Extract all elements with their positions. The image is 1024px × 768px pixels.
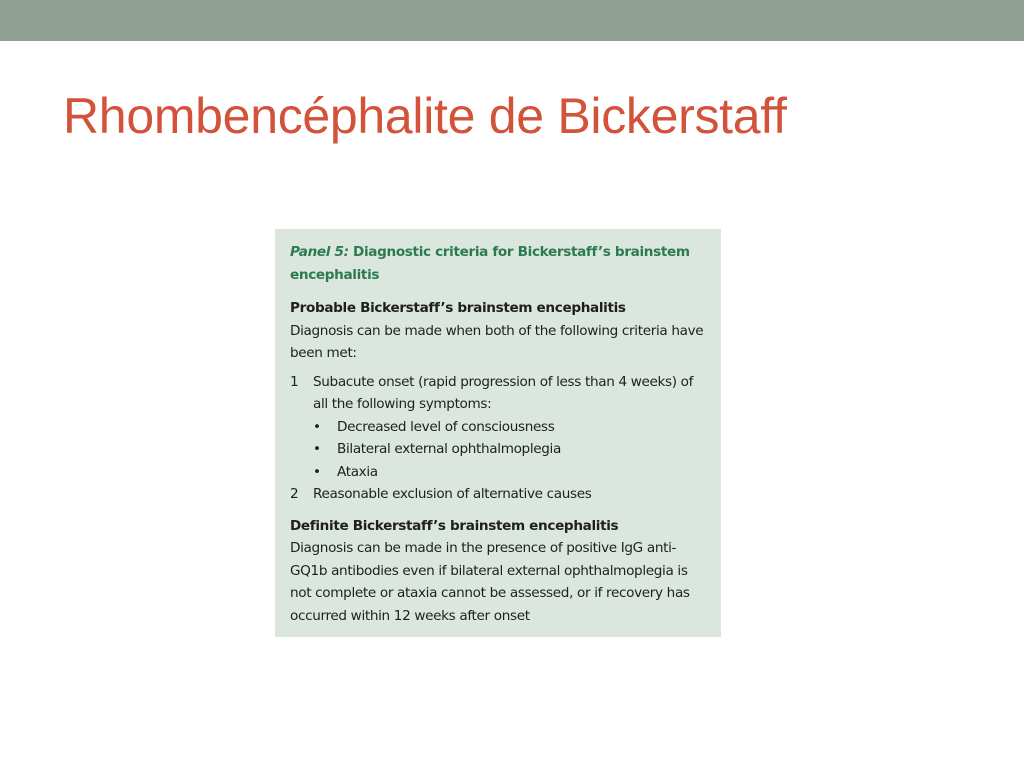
bullet-icon: • <box>313 441 321 457</box>
symptom-text: Bilateral external ophthalmoplegia <box>337 441 561 457</box>
definite-text: Diagnosis can be made in the presence of positive IgG anti-GQ1b antibodies even if bilateral external ophthalmoplegia is not complete or ataxia cannot be assessed, or if recovery has occurred within 12 weeks after onset <box>290 540 690 624</box>
criterion-item <box>290 483 711 506</box>
criterion-text: Reasonable exclusion of alternative causes <box>313 486 592 502</box>
panel-heading <box>290 241 711 286</box>
definite-section <box>290 515 711 628</box>
slide-title: Rhombencéphalite de Bickerstaff <box>63 88 787 144</box>
bullet-icon: • <box>313 463 321 480</box>
criterion-text: Subacute onset (rapid progression of less than 4 weeks) of all the following symptoms: <box>313 373 694 412</box>
top-bar <box>0 0 1024 41</box>
panel-heading-text: Diagnostic criteria for Bickerstaff’s brainstem encephalitis <box>290 244 690 283</box>
criteria-list <box>290 371 711 506</box>
bullet-icon: • <box>313 418 321 435</box>
symptom-item <box>313 461 711 484</box>
symptom-text: Ataxia <box>337 463 378 480</box>
symptom-item <box>313 416 711 439</box>
symptom-list <box>313 416 711 484</box>
symptom-item <box>313 438 711 461</box>
symptom-text: Decreased level of consciousness <box>337 418 555 435</box>
criterion-number: 2 <box>290 486 299 502</box>
panel-number: Panel 5: <box>290 244 349 260</box>
probable-intro: Diagnosis can be made when both of the following criteria have been met: <box>290 322 704 361</box>
definite-section-title: Definite Bickerstaff’s brainstem encephalitis <box>290 517 619 534</box>
criteria-panel <box>275 229 721 637</box>
criterion-number: 1 <box>290 373 299 390</box>
probable-section-title: Probable Bickerstaff’s brainstem encephalitis <box>290 300 626 316</box>
criterion-item <box>290 371 711 484</box>
